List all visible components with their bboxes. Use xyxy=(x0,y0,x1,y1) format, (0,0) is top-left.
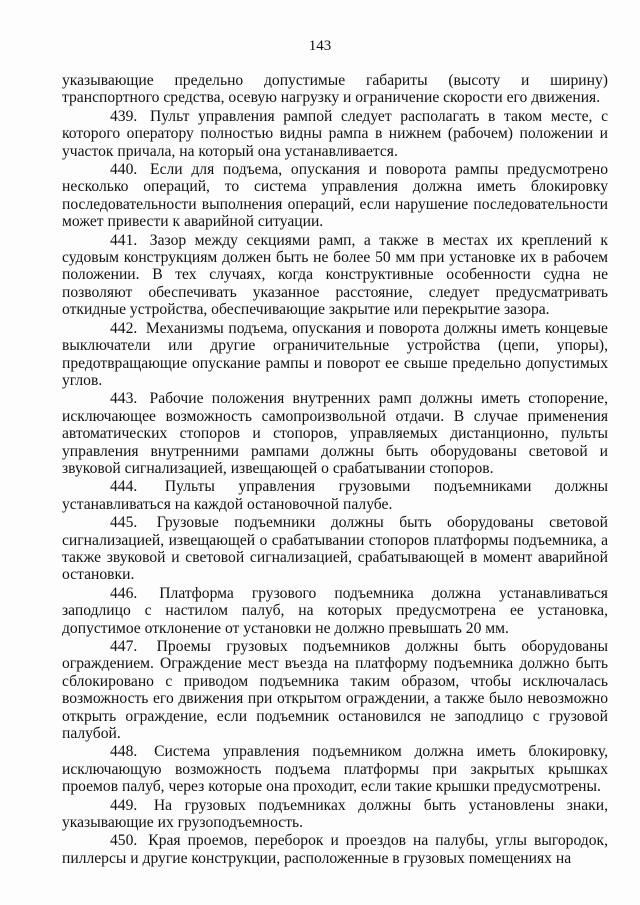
paragraph-text: На грузовых подъемниках должны быть установлены знаки, указывающие их грузоподъемность. xyxy=(62,796,608,832)
paragraph-449 xyxy=(62,797,608,832)
document-body xyxy=(62,72,608,868)
paragraph-number: 446. xyxy=(110,584,138,602)
paragraph-number: 443. xyxy=(110,390,138,408)
paragraph-446 xyxy=(62,585,608,637)
paragraph-448 xyxy=(62,743,608,795)
paragraph-number: 448. xyxy=(110,743,138,761)
paragraph-number: 440. xyxy=(110,161,138,179)
paragraph-text: Если для подъема, опускания и поворота рампы предусмотрено несколько операций, то система управления должна иметь блокировку последовательности выполнения операций, если нарушение последовательности может привести к аварийной ситуации. xyxy=(62,161,608,231)
paragraph-443 xyxy=(62,390,608,477)
paragraph-text: Система управления подъемником должна иметь блокировку, исключающую возможность подъема платформы при закрытых крышках проемов палуб, через которые она проходит, если такие крышки предусмотрены. xyxy=(62,743,608,796)
paragraph-number: 441. xyxy=(110,231,138,249)
paragraph-number: 439. xyxy=(110,107,138,125)
paragraph-442 xyxy=(62,320,608,390)
paragraph-text: Пульты управления грузовыми подъемниками должны устанавливаться на каждой остановочной палубе. xyxy=(62,478,609,513)
paragraph-number: 447. xyxy=(110,638,138,655)
paragraph-439 xyxy=(62,108,608,160)
paragraph-number: 442. xyxy=(110,319,138,337)
paragraph-text: Рабочие положения внутренних рамп должны иметь стопорение, исключающее возможность самопроизвольной отдачи. В случае применения автоматических стопоров и стопоров, управляемых дистанционно, пульты управления внутренними рампами должны быть оборудованы световой и звуковой сигнализацией, извещающей о срабатывании стопоров. xyxy=(62,390,608,477)
paragraph-444 xyxy=(62,478,608,513)
paragraph-text: Пульт управления рампой следует располагать в таком месте, с которого оператору полностью видны рампа в нижнем (рабочем) положении и участок причала, на который она устанавливается. xyxy=(62,107,608,160)
paragraph-441 xyxy=(62,232,608,319)
paragraph-number: 445. xyxy=(110,514,138,532)
paragraph-text: Края проемов, переборок и проездов на палубы, углы выгородок, пиллерсы и другие конструкции, расположенные в грузовых помещениях на xyxy=(62,832,608,867)
paragraph-450 xyxy=(62,832,608,867)
paragraph-text: Платформа грузового подъемника должна устанавливаться заподлицо с настилом палуб, на которых предусмотрена ее установка, допустимое отклонение от установки не должно превышать 20 мм. xyxy=(62,584,608,637)
paragraph-number: 444. xyxy=(110,478,138,496)
paragraph-440 xyxy=(62,161,608,231)
paragraph-text: Грузовые подъемники должны быть оборудованы световой сигнализацией, извещающей о срабатывании стопоров платформы подъемника, а также звуковой и световой сигнализацией, срабатывающей в момент аварийной остановки. xyxy=(62,514,608,584)
paragraph-number: 449. xyxy=(110,796,138,814)
paragraph-continuation xyxy=(62,72,608,107)
paragraph-447 xyxy=(62,638,608,742)
paragraph-text: Механизмы подъема, опускания и поворота должны иметь концевые выключатели или другие ограничительные устройства (цепи, упоры), предотвращающие опускание рампы и поворот ее свыше предельно допустимых углов. xyxy=(62,319,608,389)
paragraph-445 xyxy=(62,514,608,584)
paragraph-text: Проемы грузовых подъемников должны быть оборудованы ограждением. Ограждение мест въезда на платформу подъемника должно быть сблокировано с приводом подъемника таким образом, чтобы исключалась возможность его движения при открытом ограждении, а также было невозможно открыть ограждение, если подъемник остановился не заподлицо с грузовой палубой. xyxy=(62,638,608,743)
paragraph-text: Зазор между секциями рамп, а также в местах их креплений к судовым конструкциям должен быть не более 50 мм при установке их в рабочем положении. В тех случаях, когда конструктивные особенности судна не позволяют обеспечивать указанное расстояние, следует предусматривать откидные устройства, обеспечивающие закрытие или перекрытие зазора. xyxy=(62,231,608,319)
paragraph-text: указывающие предельно допустимые габариты (высоту и ширину) транспортного средства, осевую нагрузку и ограничение скорости его движения. xyxy=(62,72,608,107)
page-number: 143 xyxy=(308,38,332,54)
paragraph-number: 450. xyxy=(110,832,138,850)
